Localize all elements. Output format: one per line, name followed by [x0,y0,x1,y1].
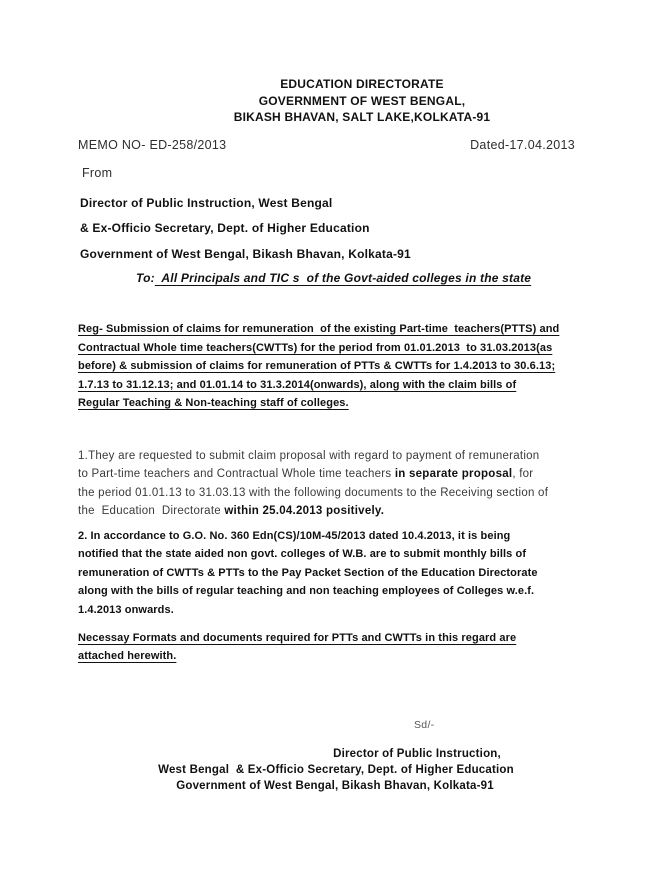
signature-line-address: Government of West Bengal, Bikash Bhavan, Kolkata-91 [176,780,494,792]
paragraph-1: 1.They are requested to submit claim proposal with regard to payment of remuneration to Part-time teachers and Contractual Whole time teachers in separate proposal, for the period 01.01.13 to 31.03.13 with the following documents to the Receiving section of the Education Directorate within 25.04.2013 positively. [78,450,549,518]
memo-date: Dated-17.04.2013 [470,138,575,152]
paragraph-2: 2. In accordance to G.O. No. 360 Edn(CS)/10M-45/2013 dated 10.4.2013, it is being notified that the state aided non govt. colleges of W.B. are to submit monthly bills of remuneration of CWTTs & PTTs to the Pay Packet Section of the Education Directorate along with the bills of regular teaching and non teaching employees of Colleges w.e.f. 1.4.2013 onwards. [78,530,538,616]
from-address-block: Director of Public Instruction, West Bengal & Ex-Officio Secretary, Dept. of Higher Education Government of West Bengal, Bikash Bhavan, Kolkata-91 [80,196,411,261]
signature-line-office: West Bengal & Ex-Officio Secretary, Dept. of Higher Education [158,764,514,776]
memo-number: MEMO NO- ED-258/2013 [78,138,227,152]
sd-signature-mark: Sd/- [414,719,435,731]
document-header: EDUCATION DIRECTORATE GOVERNMENT OF WEST BENGAL, BIKASH BHAVAN, SALT LAKE,KOLKATA-91 [233,77,491,124]
signature-line-designation: Director of Public Instruction, [333,748,501,760]
from-label: From [82,166,113,180]
memo-row [78,138,575,152]
to-line [136,271,531,285]
paragraph-3-attachment-note: Necessay Formats and documents required for PTTs and CWTTs in this regard are attached herewith. [78,632,517,663]
to-label: To: [136,271,155,285]
to-recipients: All Principals and TIC s of the Govt-aided colleges in the state [154,271,532,285]
subject-block: Reg- Submission of claims for remuneration of the existing Part-time teachers(PTTS) and Contractual Whole time teachers(CWTTs) for the period from 01.01.2013 to 31.03.2013(as before) & submission of claims for remuneration of PTTs & CWTTs for 1.4.2013 to 30.6.13; 1.7.13 to 31.12.13; and 01.01.14 to 31.3.2014(onwards), along with the claim bills of Regular Teaching & Non-teaching staff of colleges. [78,323,560,409]
